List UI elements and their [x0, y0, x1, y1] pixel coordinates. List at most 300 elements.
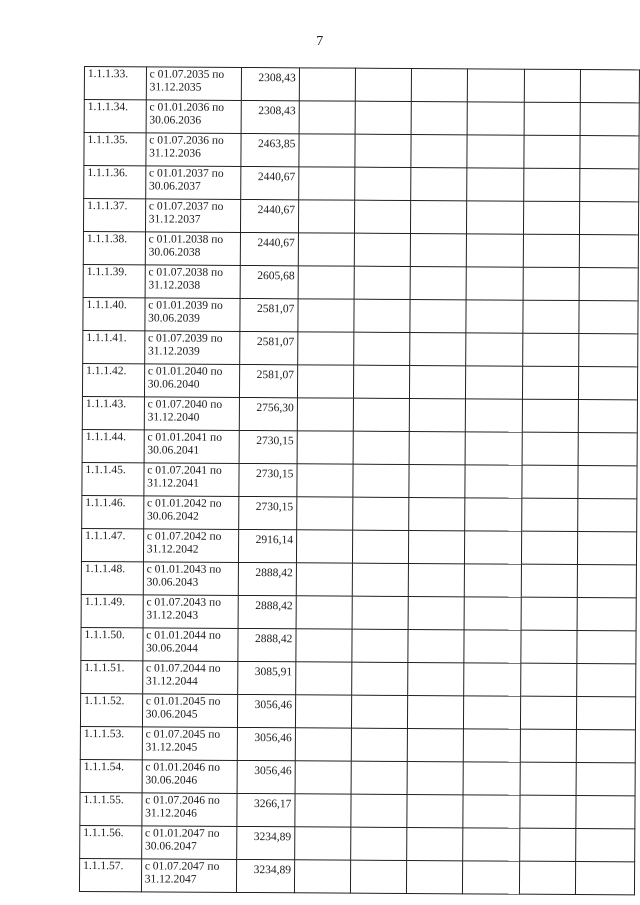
period-start: с 01.01.2041 по	[147, 431, 223, 444]
empty-cell	[409, 530, 465, 563]
empty-cell	[355, 200, 411, 233]
period-cell	[143, 595, 239, 629]
empty-cell	[466, 333, 522, 366]
empty-cell	[408, 629, 464, 662]
period-end: 30.06.2036	[149, 114, 202, 127]
period-end: 31.12.2044	[145, 675, 198, 688]
tariff-value: 2730,15	[239, 463, 297, 496]
empty-cell	[297, 431, 353, 464]
period-start: с 01.01.2046 по	[145, 761, 221, 774]
empty-cell	[294, 860, 350, 893]
row-number: 1.1.1.54.	[80, 759, 142, 792]
empty-cell	[296, 662, 352, 695]
period-cell	[142, 760, 238, 794]
period-start: с 01.01.2043 по	[146, 563, 222, 576]
period-cell	[143, 562, 239, 596]
empty-cell	[353, 464, 409, 497]
empty-cell	[410, 365, 466, 398]
table-row	[80, 759, 635, 795]
row-number: 1.1.1.51.	[81, 660, 143, 693]
period-start: с 01.07.2045 по	[145, 728, 221, 741]
empty-cell	[407, 794, 463, 827]
table-row	[82, 462, 637, 498]
table-row	[84, 100, 639, 136]
row-number: 1.1.1.41.	[83, 330, 145, 363]
row-number: 1.1.1.50.	[81, 627, 143, 660]
empty-cell	[296, 596, 352, 629]
empty-cell	[410, 299, 466, 332]
empty-cell	[464, 696, 520, 729]
empty-cell	[354, 266, 410, 299]
period-end: 31.12.2045	[145, 741, 198, 754]
empty-cell	[295, 728, 351, 761]
empty-cell	[577, 532, 636, 565]
tariff-table-body	[79, 67, 639, 895]
tariff-value: 2581,07	[240, 364, 298, 397]
empty-cell	[409, 431, 465, 464]
tariff-value: 2581,07	[240, 331, 298, 364]
empty-cell	[355, 101, 411, 134]
row-number: 1.1.1.38.	[83, 231, 145, 264]
empty-cell	[408, 662, 464, 695]
period-end: 31.12.2047	[144, 873, 197, 886]
period-start: с 01.07.2036 по	[149, 134, 224, 147]
period-end: 30.06.2046	[145, 774, 198, 787]
row-number: 1.1.1.57.	[79, 858, 141, 891]
empty-cell	[295, 794, 351, 827]
row-number: 1.1.1.55.	[80, 792, 142, 825]
empty-cell	[519, 795, 575, 828]
table-row	[82, 495, 637, 531]
empty-cell	[579, 334, 638, 367]
table-row	[82, 396, 637, 432]
page-number: 7	[316, 34, 324, 49]
row-number: 1.1.1.46.	[82, 495, 144, 528]
row-number: 1.1.1.42.	[82, 363, 144, 396]
period-start: с 01.01.2045 по	[145, 695, 221, 708]
period-start: с 01.07.2041 по	[147, 464, 222, 477]
table-row	[81, 660, 636, 696]
row-number: 1.1.1.37.	[83, 199, 145, 232]
period-start: с 01.07.2044 по	[146, 662, 221, 675]
empty-cell	[297, 464, 353, 497]
empty-cell	[351, 794, 407, 827]
period-end: 31.12.2040	[147, 411, 200, 424]
empty-cell	[465, 597, 521, 630]
table-row	[80, 792, 635, 828]
period-cell	[143, 496, 239, 530]
empty-cell	[296, 563, 352, 596]
table-row	[80, 825, 635, 861]
tariff-value: 3056,46	[237, 760, 295, 793]
row-number: 1.1.1.52.	[80, 693, 142, 726]
empty-cell	[295, 827, 351, 860]
tariff-value: 3234,89	[237, 859, 295, 892]
period-start: с 01.07.2039 по	[148, 332, 223, 345]
empty-cell	[298, 299, 354, 332]
empty-cell	[353, 398, 409, 431]
empty-cell	[578, 367, 637, 400]
tariff-value: 2888,42	[238, 595, 296, 628]
tariff-value: 2440,67	[241, 199, 299, 232]
empty-cell	[297, 497, 353, 530]
period-end: 31.12.2046	[145, 807, 197, 820]
period-start: с 01.07.2042 по	[146, 530, 222, 543]
tariff-value: 2440,67	[241, 166, 299, 199]
empty-cell	[299, 167, 355, 200]
empty-cell	[521, 630, 577, 663]
empty-cell	[352, 629, 408, 662]
table-row	[84, 166, 639, 202]
empty-cell	[296, 629, 352, 662]
empty-cell	[468, 102, 524, 135]
tariff-value: 2581,07	[240, 298, 298, 331]
tariff-value: 3266,17	[237, 793, 295, 826]
period-cell	[144, 331, 240, 365]
tariff-value: 2730,15	[239, 496, 297, 529]
empty-cell	[295, 695, 351, 728]
empty-cell	[468, 69, 524, 102]
period-end: 30.06.2037	[148, 180, 201, 193]
empty-cell	[351, 860, 407, 893]
table-row	[80, 726, 635, 762]
row-number: 1.1.1.40.	[83, 297, 145, 330]
empty-cell	[464, 630, 520, 663]
empty-cell	[407, 827, 463, 860]
empty-cell	[297, 365, 353, 398]
empty-cell	[408, 728, 464, 761]
row-number: 1.1.1.45.	[82, 462, 144, 495]
empty-cell	[524, 135, 580, 168]
period-cell	[146, 67, 242, 101]
empty-cell	[576, 796, 635, 829]
empty-cell	[575, 829, 634, 862]
empty-cell	[524, 69, 580, 102]
empty-cell	[522, 432, 578, 465]
empty-cell	[411, 135, 467, 168]
table-row	[82, 429, 637, 465]
table-row	[79, 858, 634, 894]
tariff-table	[79, 66, 640, 895]
row-number: 1.1.1.44.	[82, 429, 144, 462]
empty-cell	[354, 233, 410, 266]
period-end: 30.06.2044	[146, 642, 198, 655]
tariff-value: 2308,43	[241, 100, 299, 133]
tariff-value: 3056,46	[237, 727, 295, 760]
table-row	[80, 693, 635, 729]
empty-cell	[466, 300, 522, 333]
empty-cell	[523, 201, 579, 234]
period-start: с 01.01.2047 по	[145, 827, 220, 840]
empty-cell	[409, 497, 465, 530]
empty-cell	[467, 267, 523, 300]
period-end: 31.12.2038	[148, 279, 201, 292]
empty-cell	[466, 399, 522, 432]
empty-cell	[521, 498, 577, 531]
period-cell	[145, 199, 241, 233]
period-cell	[142, 694, 238, 728]
empty-cell	[299, 134, 355, 167]
empty-cell	[576, 730, 635, 763]
empty-cell	[410, 266, 466, 299]
empty-cell	[411, 102, 467, 135]
period-end: 31.12.2041	[147, 477, 199, 490]
period-cell	[146, 100, 242, 134]
period-cell	[145, 166, 241, 200]
empty-cell	[465, 498, 521, 531]
period-end: 31.12.2037	[148, 213, 201, 226]
empty-cell	[355, 134, 411, 167]
empty-cell	[466, 366, 522, 399]
empty-cell	[578, 466, 637, 499]
row-number: 1.1.1.43.	[82, 396, 144, 429]
empty-cell	[464, 762, 520, 795]
row-number: 1.1.1.56.	[80, 825, 142, 858]
empty-cell	[519, 828, 575, 861]
period-start: с 01.07.2040 по	[147, 398, 223, 411]
empty-cell	[576, 697, 635, 730]
period-start: с 01.07.2047 по	[144, 860, 220, 873]
empty-cell	[410, 332, 466, 365]
empty-cell	[352, 596, 408, 629]
empty-cell	[576, 664, 635, 697]
empty-cell	[522, 465, 578, 498]
empty-cell	[351, 728, 407, 761]
tariff-value: 2916,14	[239, 529, 297, 562]
tariff-value: 3234,89	[237, 826, 295, 859]
tariff-value: 2308,43	[241, 67, 299, 100]
period-cell	[142, 661, 238, 695]
table-row	[82, 363, 637, 399]
period-end: 30.06.2038	[148, 246, 201, 259]
empty-cell	[354, 365, 410, 398]
row-number: 1.1.1.39.	[83, 264, 145, 297]
empty-cell	[351, 827, 407, 860]
period-end: 30.06.2043	[146, 576, 199, 589]
row-number: 1.1.1.33.	[84, 67, 146, 100]
empty-cell	[520, 663, 576, 696]
empty-cell	[463, 795, 519, 828]
tariff-value: 2463,85	[241, 133, 299, 166]
empty-cell	[577, 631, 636, 664]
tariff-value: 2440,67	[240, 232, 298, 265]
period-start: с 01.01.2040 по	[147, 365, 223, 378]
period-end: 31.12.2036	[149, 147, 201, 160]
empty-cell	[522, 333, 578, 366]
period-start: с 01.07.2035 по	[149, 68, 225, 81]
empty-cell	[520, 762, 576, 795]
empty-cell	[579, 202, 638, 235]
empty-cell	[519, 861, 575, 894]
empty-cell	[579, 268, 638, 301]
empty-cell	[352, 563, 408, 596]
empty-cell	[355, 68, 411, 101]
empty-cell	[352, 662, 408, 695]
empty-cell	[520, 729, 576, 762]
empty-cell	[577, 598, 636, 631]
empty-cell	[467, 201, 523, 234]
empty-cell	[298, 266, 354, 299]
empty-cell	[467, 135, 523, 168]
tariff-value: 2605,68	[240, 265, 298, 298]
period-end: 30.06.2045	[145, 708, 198, 721]
empty-cell	[522, 399, 578, 432]
empty-cell	[523, 300, 579, 333]
period-cell	[142, 793, 238, 827]
tariff-value: 2888,42	[238, 628, 296, 661]
table-row	[83, 297, 638, 333]
empty-cell	[407, 761, 463, 794]
empty-cell	[580, 136, 639, 169]
empty-cell	[576, 763, 635, 796]
empty-cell	[578, 400, 637, 433]
empty-cell	[523, 267, 579, 300]
empty-cell	[580, 103, 639, 136]
period-start: с 01.01.2036 по	[149, 101, 225, 114]
period-cell	[145, 265, 241, 299]
empty-cell	[296, 530, 352, 563]
period-start: с 01.01.2037 по	[149, 167, 224, 180]
empty-cell	[408, 695, 464, 728]
period-cell	[146, 133, 242, 167]
row-number: 1.1.1.53.	[80, 726, 142, 759]
empty-cell	[412, 69, 468, 102]
empty-cell	[298, 233, 354, 266]
empty-cell	[579, 235, 638, 268]
period-start: с 01.07.2038 по	[148, 266, 224, 279]
period-start: с 01.01.2044 по	[146, 629, 221, 642]
period-cell	[141, 859, 237, 893]
period-cell	[145, 298, 241, 332]
empty-cell	[411, 200, 467, 233]
table-row	[83, 264, 638, 300]
row-number: 1.1.1.34.	[84, 100, 146, 133]
row-number: 1.1.1.36.	[84, 166, 146, 199]
empty-cell	[297, 398, 353, 431]
period-cell	[145, 232, 241, 266]
period-start: с 01.07.2037 по	[148, 200, 224, 213]
empty-cell	[580, 169, 639, 202]
empty-cell	[578, 433, 637, 466]
empty-cell	[467, 234, 523, 267]
empty-cell	[353, 431, 409, 464]
empty-cell	[467, 168, 523, 201]
empty-cell	[520, 696, 576, 729]
empty-cell	[577, 499, 636, 532]
tariff-value: 2756,30	[239, 397, 297, 430]
table-row	[81, 627, 636, 663]
row-number: 1.1.1.48.	[81, 561, 143, 594]
tariff-value: 2730,15	[239, 430, 297, 463]
empty-cell	[524, 102, 580, 135]
empty-cell	[521, 531, 577, 564]
empty-cell	[577, 565, 636, 598]
empty-cell	[298, 332, 354, 365]
period-start: с 01.07.2043 по	[146, 596, 222, 609]
table-row	[81, 594, 636, 630]
period-end: 30.06.2041	[147, 444, 200, 457]
empty-cell	[352, 695, 408, 728]
empty-cell	[407, 860, 463, 893]
period-end: 31.12.2039	[147, 345, 200, 358]
period-end: 31.12.2043	[146, 609, 199, 622]
empty-cell	[465, 465, 521, 498]
table-row	[83, 330, 638, 366]
empty-cell	[355, 167, 411, 200]
row-number: 1.1.1.35.	[84, 133, 146, 166]
empty-cell	[409, 464, 465, 497]
empty-cell	[465, 564, 521, 597]
period-end: 30.06.2040	[147, 378, 200, 391]
tariff-value: 3056,46	[238, 694, 296, 727]
period-end: 30.06.2047	[144, 840, 197, 853]
table-row	[81, 528, 636, 564]
period-start: с 01.01.2038 по	[148, 233, 224, 246]
table-row	[83, 231, 638, 267]
empty-cell	[295, 761, 351, 794]
empty-cell	[353, 530, 409, 563]
period-cell	[144, 430, 240, 464]
empty-cell	[354, 332, 410, 365]
empty-cell	[409, 563, 465, 596]
period-cell	[143, 628, 239, 662]
period-end: 31.12.2035	[149, 81, 202, 94]
period-cell	[143, 529, 239, 563]
empty-cell	[299, 101, 355, 134]
period-cell	[144, 463, 240, 497]
empty-cell	[410, 398, 466, 431]
table-row	[84, 133, 639, 169]
empty-cell	[354, 299, 410, 332]
period-end: 30.06.2039	[148, 312, 200, 325]
empty-cell	[522, 366, 578, 399]
period-cell	[141, 826, 237, 860]
tariff-value: 3085,91	[238, 661, 296, 694]
empty-cell	[464, 663, 520, 696]
period-start: с 01.01.2039 по	[148, 299, 223, 312]
empty-cell	[299, 68, 355, 101]
empty-cell	[465, 531, 521, 564]
empty-cell	[411, 168, 467, 201]
empty-cell	[408, 596, 464, 629]
period-cell	[142, 727, 238, 761]
empty-cell	[298, 200, 354, 233]
empty-cell	[521, 564, 577, 597]
empty-cell	[353, 497, 409, 530]
row-number: 1.1.1.49.	[81, 594, 143, 627]
period-cell	[144, 364, 240, 398]
empty-cell	[463, 861, 519, 894]
empty-cell	[575, 862, 634, 895]
table-row	[83, 199, 638, 235]
empty-cell	[351, 761, 407, 794]
period-end: 31.12.2042	[146, 543, 199, 556]
period-cell	[144, 397, 240, 431]
tariff-value: 2888,42	[238, 562, 296, 595]
empty-cell	[523, 234, 579, 267]
period-start: с 01.01.2042 по	[147, 497, 222, 510]
table-row	[84, 67, 639, 103]
empty-cell	[521, 597, 577, 630]
period-start: с 01.07.2046 по	[145, 794, 220, 807]
row-number: 1.1.1.47.	[81, 528, 143, 561]
table-row	[81, 561, 636, 597]
period-end: 30.06.2042	[146, 510, 199, 523]
empty-cell	[523, 168, 579, 201]
empty-cell	[464, 729, 520, 762]
empty-cell	[466, 432, 522, 465]
empty-cell	[411, 233, 467, 266]
